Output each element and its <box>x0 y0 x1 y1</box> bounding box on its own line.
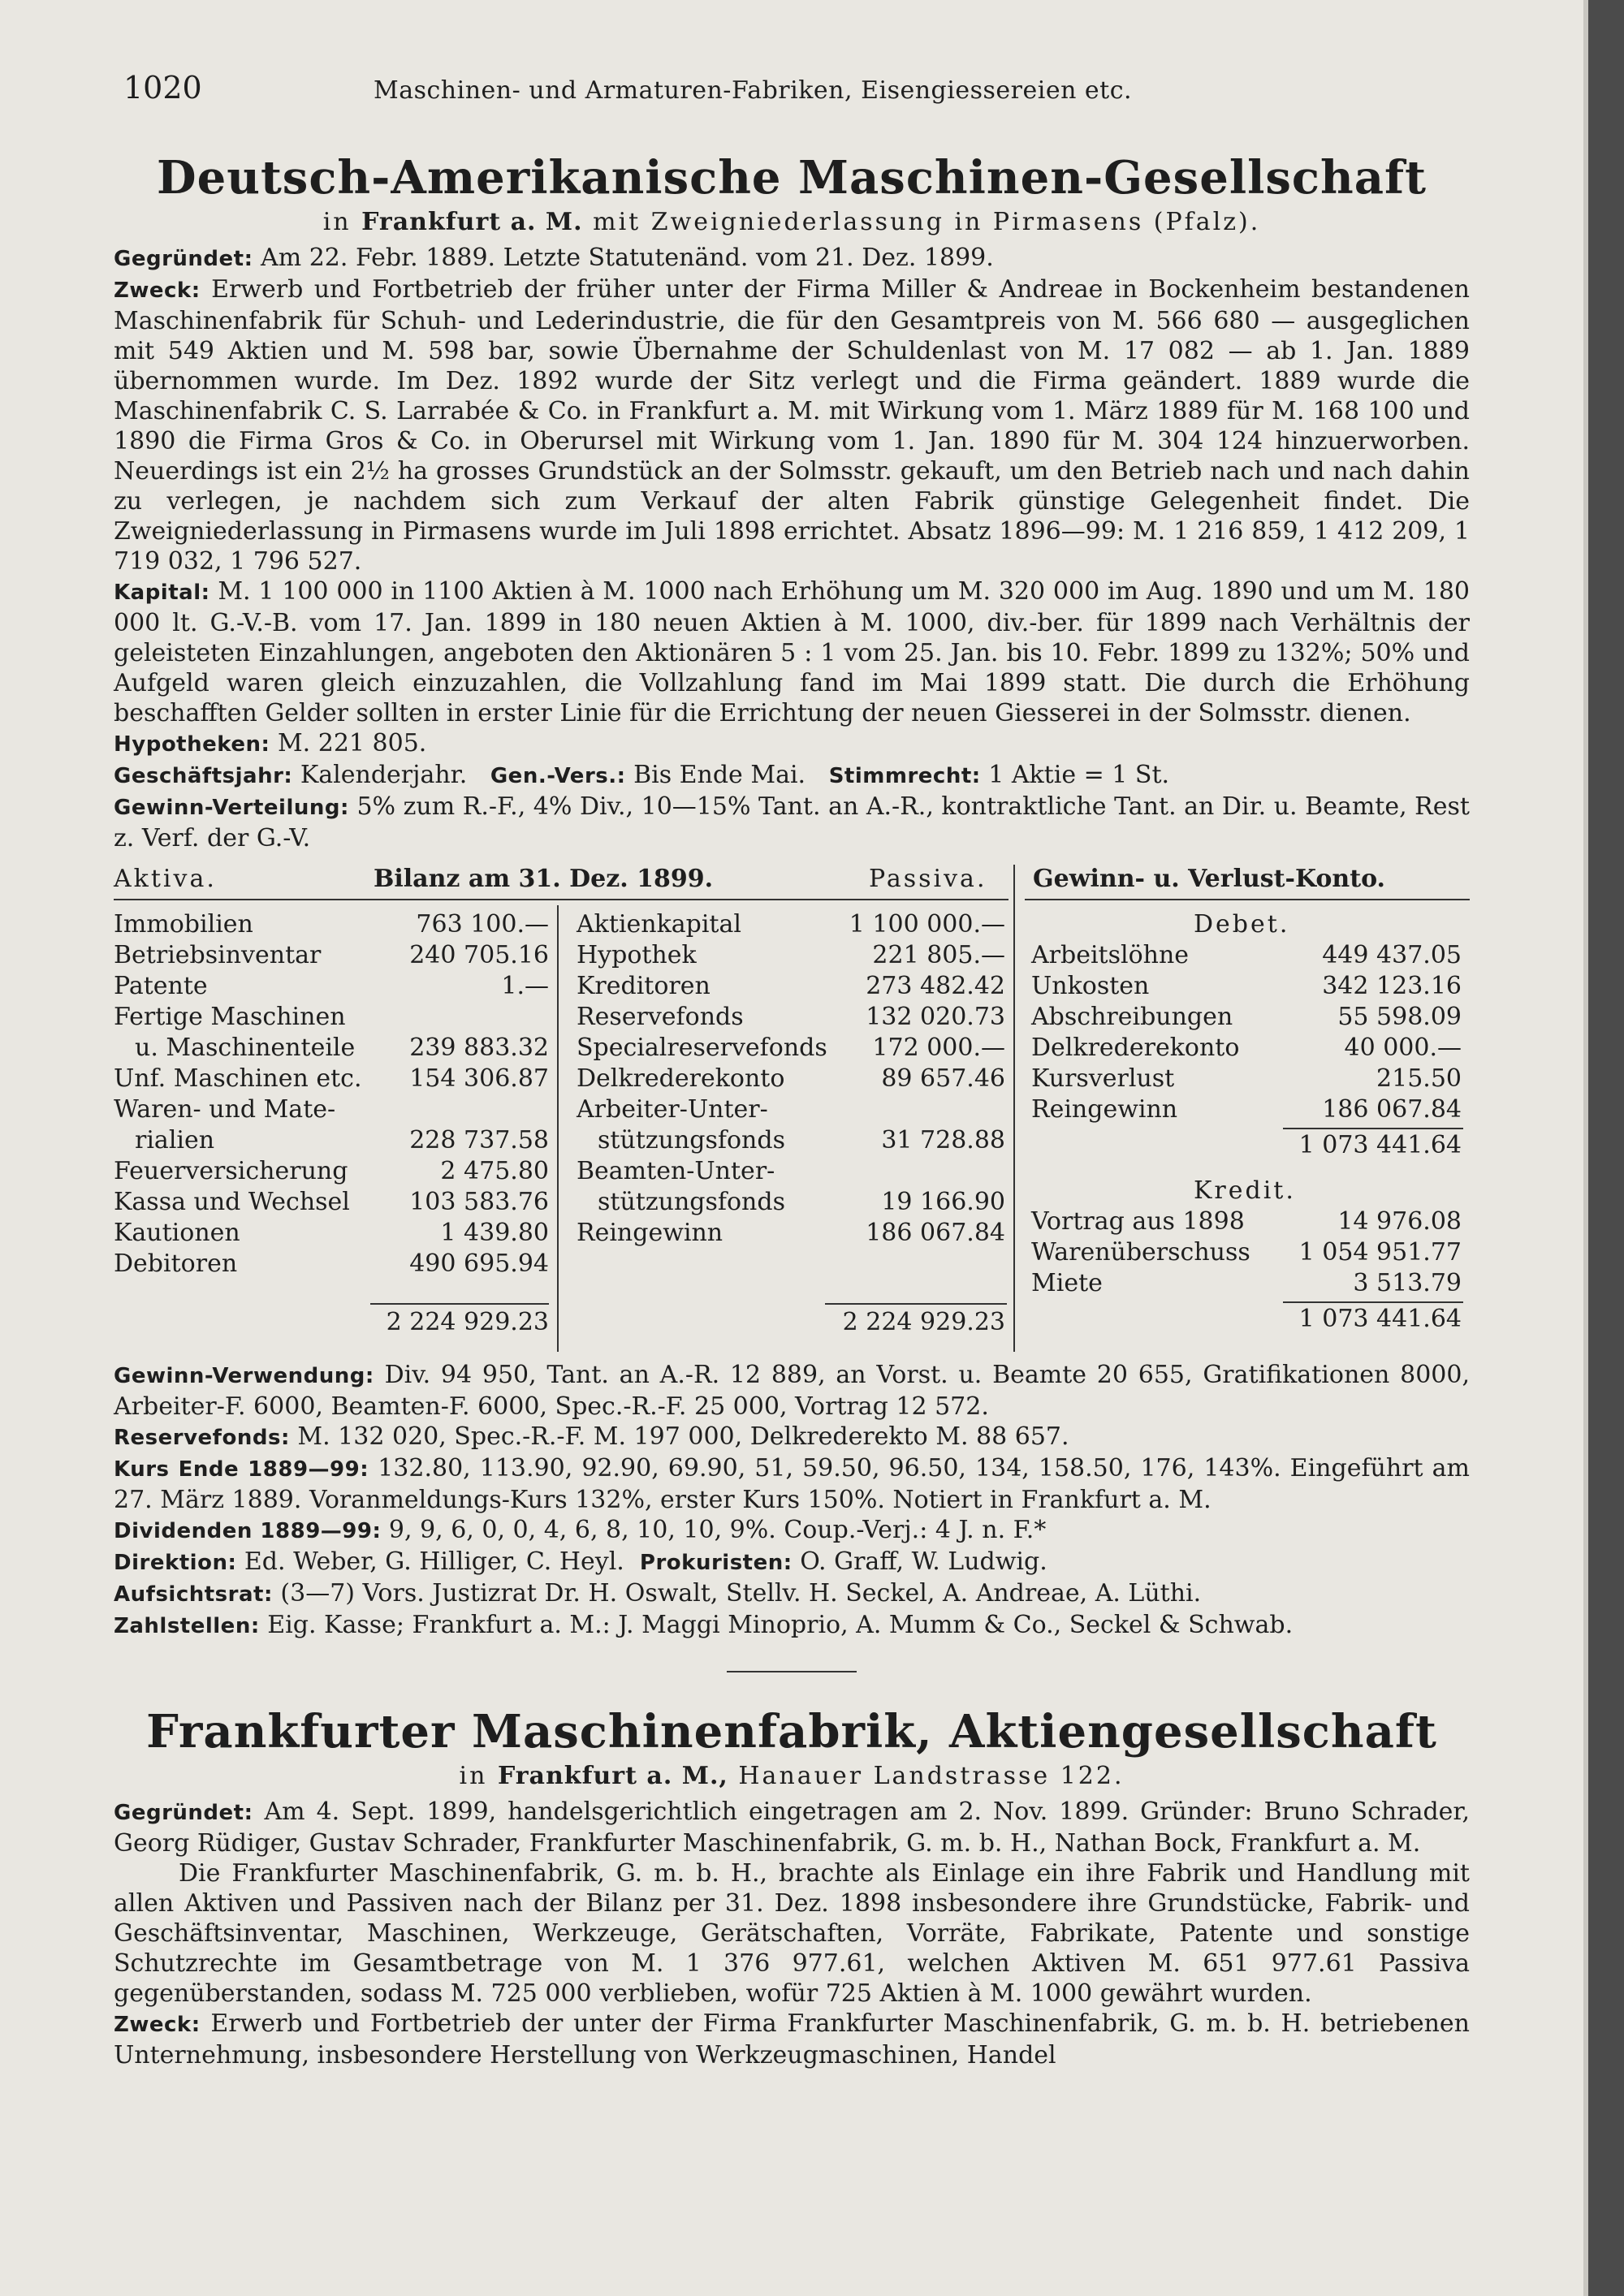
balance-gv-separator <box>1013 865 1015 1352</box>
aktiva-row-value: 103 583.76 <box>409 1188 549 1216</box>
debet-row-value: 55 598.09 <box>1337 1003 1462 1031</box>
page-number: 1020 <box>123 70 202 106</box>
company1-kapital: Kapital: M. 1 100 000 in 1100 Aktien à M. 1000 nach Erhöhung um M. 320 000 im Aug. 1890 und um M. 180 000 lt. G.-V.-B. vom 17. Jan. 1899 in 180 neuen Aktien à M. 1000, div.-ber. für 1899 nach Verhältnis der geleisteten Einzahlungen, angeboten den Aktionären 5 : 1 vom 25. Jan. bis 10. Febr. 1899 zu 132%; 50% und Aufgeld waren gleich einzuzahlen, die Vollzahlung fand im Mai 1899 statt. Die durch die Erhöhung beschafften Gelder sollten in erster Linie für die Errichtung der neuen Giesserei in der Solmsstr. dienen. <box>114 577 1471 727</box>
aktiva-row-value: 239 883.32 <box>409 1034 549 1062</box>
kredit-row-label: Vortrag aus 1898 <box>1031 1207 1245 1236</box>
debet-row-label: Abschreibungen <box>1031 1003 1233 1031</box>
gv-title: Gewinn- u. Verlust-Konto. <box>1033 865 1385 893</box>
debet-row-label: Arbeitslöhne <box>1031 941 1190 969</box>
balance-vertical-rule <box>557 905 559 1352</box>
company1-dividenden: Dividenden 1889—99: 9, 9, 6, 0, 0, 4, 6, 8, 10, 10, 9%. Coup.-Verj.: 4 J. n. F.* <box>114 1516 1047 1544</box>
passiva-row-label: Reingewinn <box>577 1219 723 1247</box>
passiva-row-value: 19 166.90 <box>881 1188 1005 1216</box>
kredit-row-label: Miete <box>1031 1269 1103 1297</box>
balance-sheet <box>114 865 1470 1360</box>
aktiva-row-label: Fertige Maschinen <box>114 1003 346 1031</box>
passiva-row-label: Specialreservefonds <box>577 1034 827 1062</box>
aktiva-total-rule <box>370 1303 549 1305</box>
debet-row-label: Reingewinn <box>1031 1095 1178 1124</box>
book-binding-edge <box>1588 0 1624 2296</box>
debet-row-value: 40 000.— <box>1344 1034 1462 1062</box>
aktiva-row-value: 240 705.16 <box>409 941 549 969</box>
passiva-row-label: stützungsfonds <box>598 1126 785 1154</box>
aktiva-row-value: 490 695.94 <box>409 1249 549 1278</box>
kredit-total: 1 073 441.64 <box>1298 1305 1462 1333</box>
passiva-row-label: Kreditoren <box>577 972 710 1000</box>
company1-geschaeftsjahr: Geschäftsjahr: Kalenderjahr. Gen.-Vers.: Bis Ende Mai. Stimmrecht: 1 Aktie = 1 St. <box>114 761 1170 789</box>
aktiva-row-value: 763 100.— <box>416 910 549 939</box>
passiva-row-label: Beamten-Unter- <box>577 1157 775 1185</box>
gv-header-rule <box>1025 899 1470 900</box>
company2-paragraph: Die Frankfurter Maschinenfabrik, G. m. b. H., brachte als Einlage ein ihre Fabrik und Handlung mit allen Aktiven und Passiven nach der Bilanz per 31. Dez. 1898 insbesondere ihre Grundstücke, Fabrik- und Geschäftsinventar, Maschinen, Werkzeuge, Gerätschaften, Vorräte, Fabrikate, Patente und sonstige Schutzrechte im Gesamtbetrage von M. 1 376 977.61, welchen Aktiven M. 651 977.61 Passiva gegenüberstanden, sodass M. 725 000 verblieben, wofür 725 Aktien à M. 1000 gewährt wurden. <box>114 1859 1470 2008</box>
aktiva-row-value: 228 737.58 <box>409 1126 549 1154</box>
aktiva-row-label: Feuerversicherung <box>114 1157 348 1185</box>
debet-row-label: Unkosten <box>1031 972 1150 1000</box>
aktiva-row-value: 1 439.80 <box>440 1219 549 1247</box>
company1-location: in Frankfurt a. M. mit Zweigniederlassung in Pirmasens (Pfalz). <box>322 208 1261 236</box>
kredit-label: Kredit. <box>1194 1176 1296 1205</box>
running-header <box>114 65 1470 122</box>
aktiva-row-label: Immobilien <box>114 910 253 939</box>
passiva-total-rule <box>825 1303 1007 1305</box>
passiva-row-label: Delkrederekonto <box>577 1064 785 1093</box>
aktiva-row-label: Waren- und Mate- <box>114 1095 336 1124</box>
kredit-row-value: 1 054 951.77 <box>1298 1238 1462 1267</box>
company1-reservefonds: Reservefonds: M. 132 020, Spec.-R.-F. M. 197 000, Delkrederekto M. 88 657. <box>114 1422 1069 1451</box>
passiva-row-label: Hypothek <box>577 941 697 969</box>
debet-row-label: Delkrederekonto <box>1031 1034 1240 1062</box>
company2-title: Frankfurter Maschinenfabrik, Aktiengesellschaft <box>146 1705 1437 1759</box>
company1-gewinnverwendung: Gewinn-Verwendung: Div. 94 950, Tant. an A.-R. 12 889, an Vorst. u. Beamte 20 655, Gratifikationen 8000, Arbeiter-F. 6000, Beamten-F. 6000, Spec.-R.-F. 25 000, Vortrag 12 572. <box>114 1361 1470 1421</box>
company2-zweck: Zweck: Erwerb und Fortbetrieb der unter der Firma Frankfurter Maschinenfabrik, G. m. b. H. betriebenen Unternehmung, insbesondere Herstellung von Werkzeugmaschinen, Handel <box>114 2009 1470 2069</box>
aktiva-row-label: Debitoren <box>114 1249 238 1278</box>
kredit-row-label: Warenüberschuss <box>1031 1238 1250 1267</box>
aktiva-row-label: Unf. Maschinen etc. <box>114 1064 362 1093</box>
kredit-row-value: 14 976.08 <box>1337 1207 1462 1236</box>
balance-header-rule <box>114 899 1009 900</box>
company2-city: Frankfurt a. M., <box>497 1762 728 1790</box>
aktiva-total: 2 224 929.23 <box>386 1308 549 1336</box>
company1-zahlstellen: Zahlstellen: Eig. Kasse; Frankfurt a. M.: J. Maggi Minoprio, A. Mumm & Co., Seckel & Schwab. <box>114 1611 1294 1639</box>
aktiva-row-label: Kassa und Wechsel <box>114 1188 350 1216</box>
aktiva-row-label: rialien <box>135 1126 215 1154</box>
aktiva-row-label: u. Maschinenteile <box>135 1034 356 1062</box>
company1-city: Frankfurt a. M. <box>361 208 583 236</box>
company2-gegruendet: Gegründet: Am 4. Sept. 1899, handelsgerichtlich eingetragen am 2. Nov. 1899. Gründer: Bruno Schrader, Georg Rüdiger, Gustav Schrader, Frankfurter Maschinenfabrik, G. m. b. H., Nathan Bock, Frankfurt a. M. <box>114 1798 1470 1858</box>
aktiva-label: Aktiva. <box>114 865 217 893</box>
company1-title: Deutsch-Amerikanische Maschinen-Gesellschaft <box>157 151 1427 205</box>
kredit-row-value: 3 513.79 <box>1353 1269 1462 1297</box>
section-divider <box>727 1671 857 1672</box>
passiva-label: Passiva. <box>869 865 987 893</box>
passiva-row-label: stützungsfonds <box>598 1188 785 1216</box>
passiva-row-value: 1 100 000.— <box>849 910 1005 939</box>
passiva-row-label: Aktienkapital <box>577 910 741 939</box>
aktiva-row-value: 2 475.80 <box>440 1157 549 1185</box>
company1-gegruendet: Gegründet: Am 22. Febr. 1889. Letzte Statutenänd. vom 21. Dez. 1899. <box>114 244 994 272</box>
passiva-row-value: 31 728.88 <box>881 1126 1005 1154</box>
company1-direktion: Direktion: Ed. Weber, G. Hilliger, C. Heyl. Prokuristen: O. Graff, W. Ludwig. <box>114 1547 1047 1576</box>
debet-total-rule <box>1283 1128 1463 1129</box>
passiva-row-label: Reservefonds <box>577 1003 744 1031</box>
aktiva-row-label: Betriebsinventar <box>114 941 322 969</box>
aktiva-row-label: Patente <box>114 972 208 1000</box>
passiva-row-value: 186 067.84 <box>866 1219 1005 1247</box>
debet-row-value: 186 067.84 <box>1322 1095 1462 1124</box>
debet-total: 1 073 441.64 <box>1298 1131 1462 1159</box>
debet-row-value: 449 437.05 <box>1322 941 1462 969</box>
debet-row-label: Kursverlust <box>1031 1064 1175 1093</box>
passiva-row-label: Arbeiter-Unter- <box>577 1095 768 1124</box>
company1-kurs: Kurs Ende 1889—99: 132.80, 113.90, 92.90, 69.90, 51, 59.50, 96.50, 134, 158.50, 176, 143%. Eingeführt am 27. März 1889. Voranmeldungs-Kurs 132%, erster Kurs 150%. Notiert in Frankfurt a. M. <box>114 1454 1470 1514</box>
passiva-row-value: 172 000.— <box>872 1034 1005 1062</box>
company1-zweck: Zweck: Erwerb und Fortbetrieb der früher unter der Firma Miller & Andreae in Bockenheim bestandenen Maschinenfabrik für Schuh- und Lederindustrie, die für den Gesamtpreis von M. 566 680 — ausgeglichen mit 549 Aktien und M. 598 bar, sowie Übernahme der Schuldenlast von M. 17 082 — ab 1. Jan. 1889 übernommen wurde. Im Dez. 1892 wurde der Sitz verlegt und die Firma geändert. 1889 wurde die Maschinenfabrik C. S. Larrabée & Co. in Frankfurt a. M. mit Wirkung vom 1. März 1889 für M. 168 100 und 1890 die Firma Gros & Co. in Oberursel mit Wirkung vom 1. Jan. 1890 für M. 304 124 hinzuerworben. Neuerdings ist ein 2½ ha grosses Grundstück an der Solmsstr. gekauft, um den Betrieb nach und nach dahin zu verlegen, je nachdem sich zum Verkauf der alten Fabrik günstige Gelegenheit findet. Die Zweigniederlassung in Pirmasens wurde im Juli 1898 errichtet. Absatz 1896—99: M. 1 216 859, 1 412 209, 1 719 032, 1 796 527. <box>114 275 1470 576</box>
company1-hypotheken: Hypotheken: M. 221 805. <box>114 729 427 757</box>
running-title: Maschinen- und Armaturen-Fabriken, Eisengiessereien etc. <box>374 76 1133 105</box>
passiva-total: 2 224 929.23 <box>842 1308 1005 1336</box>
passiva-row-value: 89 657.46 <box>881 1064 1005 1093</box>
debet-label: Debet. <box>1194 910 1290 939</box>
passiva-row-value: 221 805.— <box>872 941 1005 969</box>
aktiva-row-label: Kautionen <box>114 1219 240 1247</box>
kredit-total-rule <box>1283 1301 1463 1303</box>
document-page <box>114 65 1470 2070</box>
passiva-row-value: 273 482.42 <box>866 972 1005 1000</box>
aktiva-row-value: 154 306.87 <box>409 1064 549 1093</box>
debet-row-value: 215.50 <box>1376 1064 1462 1093</box>
balance-title: Bilanz am 31. Dez. 1899. <box>374 865 714 893</box>
company1-aufsichtsrat: Aufsichtsrat: (3—7) Vors. Justizrat Dr. H. Oswalt, Stellv. H. Seckel, A. Andreae, A. Lüthi. <box>114 1579 1202 1608</box>
debet-row-value: 342 123.16 <box>1322 972 1462 1000</box>
company2-location: in Frankfurt a. M., Hanauer Landstrasse 122. <box>459 1762 1125 1790</box>
aktiva-row-value: 1.— <box>501 972 549 1000</box>
passiva-row-value: 132 020.73 <box>866 1003 1005 1031</box>
company1-gewinnverteilung: Gewinn-Verteilung: 5% zum R.-F., 4% Div., 10—15% Tant. an A.-R., kontraktliche Tant. an Dir. u. Beamte, Rest z. Verf. der G.-V. <box>114 792 1470 852</box>
